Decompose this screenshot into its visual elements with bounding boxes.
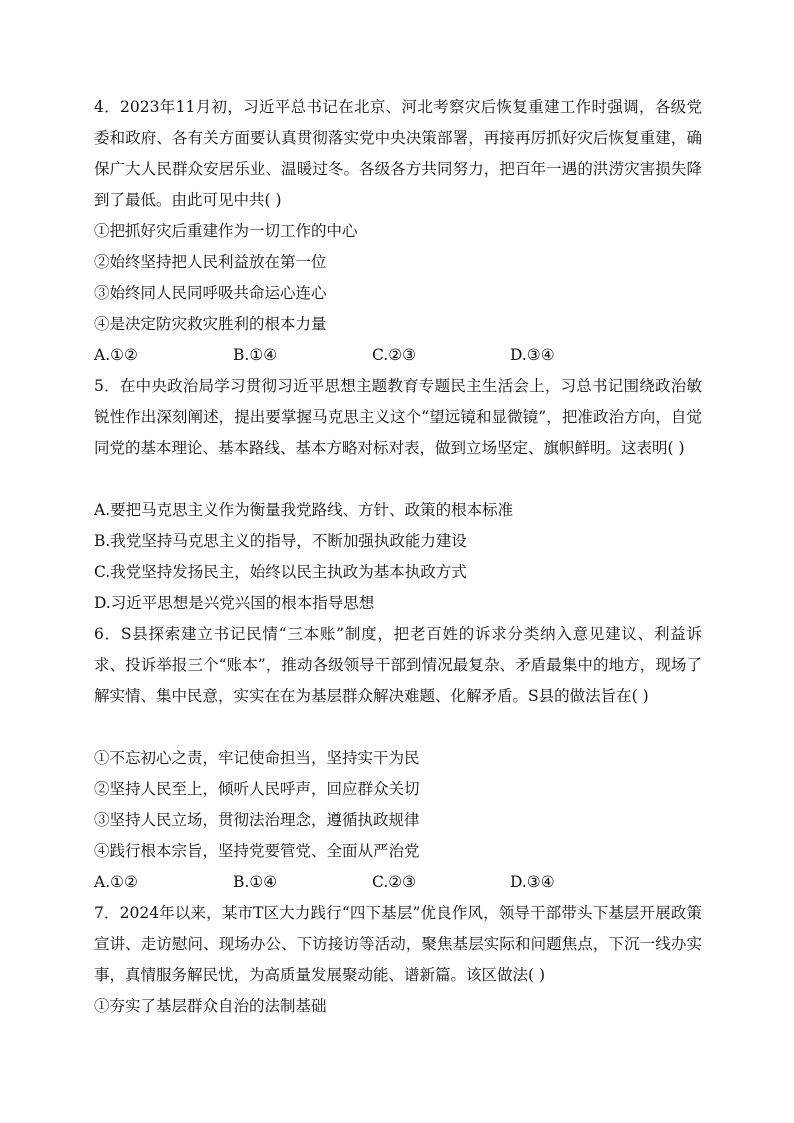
question-5-stem: 5．在中央政治局学习贯彻习近平思想主题教育专题民主生活会上，习总书记围绕政治敏锐性作出深刻阐述，提出要掌握马克思主义这个“望远镜和显微镜”，把准政治方向，自觉同党的基本理论、基本路线、基本方略对标对表，做到立场坚定、旗帜鲜明。这表明( )	[94, 377, 702, 457]
question-6-options	[94, 867, 702, 898]
question-6-statement-3: ③坚持人民立场，贯彻法治理念，遵循执政规律	[94, 811, 420, 829]
question-4-statement-1: ①把抓好灾后重建作为一切工作的中心	[94, 222, 358, 240]
question-4-option-b[interactable]: B.①④	[233, 346, 278, 364]
question-4-options	[94, 340, 702, 371]
question-4-statement-4: ④是决定防灾救灾胜利的根本力量	[94, 315, 327, 333]
question-4-statement-3: ③始终同人民同呼吸共命运心连心	[94, 284, 327, 302]
question-5-option-b[interactable]: B.我党坚持马克思主义的指导，不断加强执政能力建设	[94, 532, 467, 550]
question-4-option-d[interactable]: D.③④	[510, 346, 555, 364]
question-5-option-a[interactable]: A.要把马克思主义作为衡量我党路线、方针、政策的根本标准	[94, 501, 514, 519]
question-6-option-a[interactable]: A.①②	[94, 873, 138, 891]
question-4-option-c[interactable]: C.②③	[372, 346, 417, 364]
question-7-statement-1: ①夯实了基层群众自治的法制基础	[94, 997, 327, 1015]
question-4-stem: 4．2023年11月初，习近平总书记在北京、河北考察灾后恢复重建工作时强调，各级党委和政府、各有关方面要认真贯彻落实党中央决策部署，再接再厉抓好灾后恢复重建，确保广大人民群众安居乐业、温暖过冬。各级各方共同努力，把百年一遇的洪涝灾害损失降到了最低。由此可见中共( )	[94, 98, 702, 209]
question-6-stem: 6．S县探索建立书记民情“三本账”制度，把老百姓的诉求分类纳入意见建议、利益诉求、投诉举报三个“账本”，推动各级领导干部到情况最复杂、矛盾最集中的地方，现场了解实情、集中民意，实实在在为基层群众解决难题、化解矛盾。S县的做法旨在( )	[94, 625, 702, 705]
question-7-stem: 7．2024年以来，某市T区大力践行“四下基层”优良作风，领导干部带头下基层开展政策宣讲、走访慰问、现场办公、下访接访等活动，聚焦基层实际和问题焦点，下沉一线办实事，真情服务解民忧，为高质量发展聚动能、谱新篇。该区做法( )	[94, 904, 702, 984]
question-4-statement-2: ②始终坚持把人民利益放在第一位	[94, 253, 327, 271]
question-6-option-d[interactable]: D.③④	[510, 873, 555, 891]
question-6-option-c[interactable]: C.②③	[372, 873, 417, 891]
question-4-option-a[interactable]: A.①②	[94, 346, 138, 364]
question-6-statement-1: ①不忘初心之责，牢记使命担当，坚持实干为民	[94, 749, 420, 767]
question-6-option-b[interactable]: B.①④	[233, 873, 278, 891]
question-6-statement-4: ④践行根本宗旨，坚持党要管党、全面从严治党	[94, 842, 420, 860]
question-6-statement-2: ②坚持人民至上，倾听人民呼声，回应群众关切	[94, 780, 420, 798]
question-5-option-c[interactable]: C.我党坚持发扬民主，始终以民主执政为基本执政方式	[94, 563, 467, 581]
question-5-option-d[interactable]: D.习近平思想是兴党兴国的根本指导思想	[94, 594, 375, 612]
